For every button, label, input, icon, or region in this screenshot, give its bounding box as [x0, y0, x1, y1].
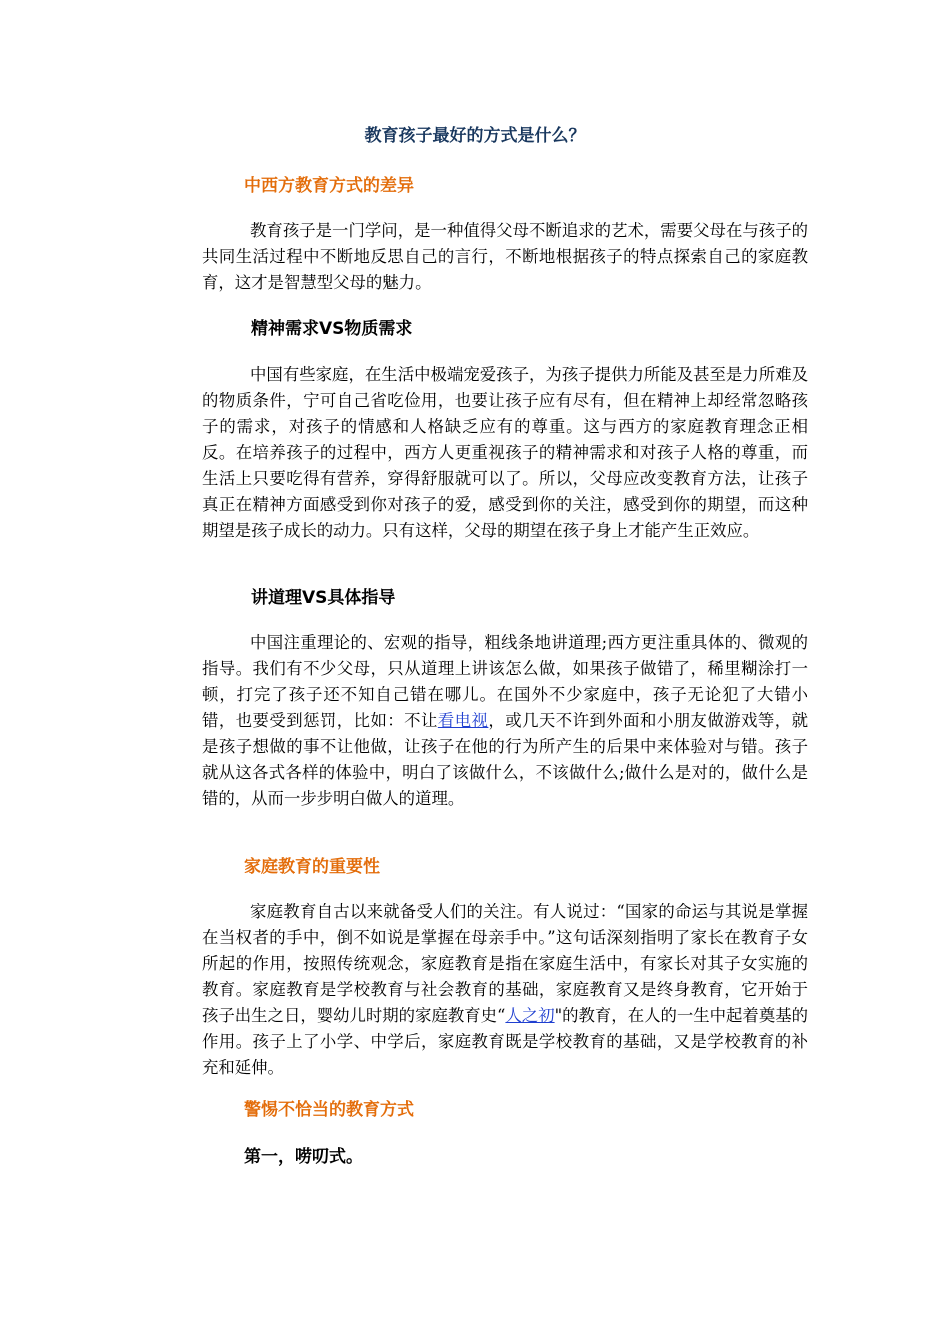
- link-watch-tv[interactable]: 看电视: [437, 711, 489, 730]
- paragraph-guidance-text-after: ，或几天不许到外面和小朋友做游戏等，就是孩子想做的事不让他做，让孩子在他的行为所产生的后果中来体验对与错。孩子就从这各式各样的体验中，明白了该做什么，不该做什么;做什么是对的，做什么是错的，从而一步步明白做人的道理。: [202, 711, 809, 808]
- paragraph-family-education: [202, 899, 808, 1081]
- section-heading-improper-methods: 警惕不恰当的教育方式: [244, 1100, 414, 1120]
- section-heading-spiritual-vs-material: 精神需求VS物质需求: [251, 319, 413, 339]
- paragraph-guidance-text-before: 中国注重理论的、宏观的指导，粗线条地讲道理;西方更注重具体的、微观的指导。我们有不少父母，只从道理上讲该怎么做，如果孩子做错了，稀里糊涂打一顿，打完了孩子还不知自己错在哪儿。在国外不少家庭中，孩子无论犯了大错小错，也要受到惩罚，比如：不让: [202, 633, 808, 730]
- paragraph-spiritual-needs: 中国有些家庭，在生活中极端宠爱孩子，为孩子提供力所能及甚至是力所难及的物质条件，宁可自己省吃俭用，也要让孩子应有尽有，但在精神上却经常忽略孩子的需求，对孩子的情感和人格缺乏应有的尊重。这与西方的家庭教育理念正相反。在培养孩子的过程中，西方人更重视孩子的精神需求和对孩子人格的尊重，而生活上只要吃得有营养，穿得舒服就可以了。所以，父母应改变教育方法，让孩子真正在精神方面感受到你对孩子的爱，感受到你的关注，感受到你的期望，而这种期望是孩子成长的动力。只有这样，父母的期望在孩子身上才能产生正效应。: [202, 365, 808, 540]
- section-heading-east-west-difference: 中西方教育方式的差异: [244, 176, 414, 196]
- paragraph-guidance: [202, 630, 808, 812]
- subheading-nagging: 第一，唠叨式。: [244, 1147, 363, 1167]
- section-heading-family-education-importance: 家庭教育的重要性: [244, 857, 380, 877]
- document-title: 教育孩子最好的方式是什么？: [364, 126, 586, 146]
- paragraph-family-text-before: 家庭教育自古以来就备受人们的关注。有人说过：“国家的命运与其说是掌握在当权者的手中，倒不如说是掌握在母亲手中。”这句话深刻指明了家长在教育子女所起的作用，按照传统观念，家庭教育是指在家庭生活中，有家长对其子女实施的教育。家庭教育是学校教育与社会教育的基础，家庭教育又是终身教育，它开始于孩子出生之日，婴幼儿时期的家庭教育史“: [202, 902, 808, 1025]
- paragraph-family-text-after: "的教育，在人的一生中起着奠基的作用。孩子上了小学、中学后，家庭教育既是学校教育的基础，又是学校教育的补充和延伸。: [202, 1006, 808, 1077]
- paragraph-intro: 教育孩子是一门学问，是一种值得父母不断追求的艺术，需要父母在与孩子的共同生活过程中不断地反思自己的言行，不断地根据孩子的特点探索自己的家庭教育，这才是智慧型父母的魅力。: [202, 221, 808, 292]
- section-heading-reasoning-vs-guidance: 讲道理VS具体指导: [251, 588, 396, 608]
- link-ren-zhi-chu[interactable]: 人之初: [505, 1006, 555, 1025]
